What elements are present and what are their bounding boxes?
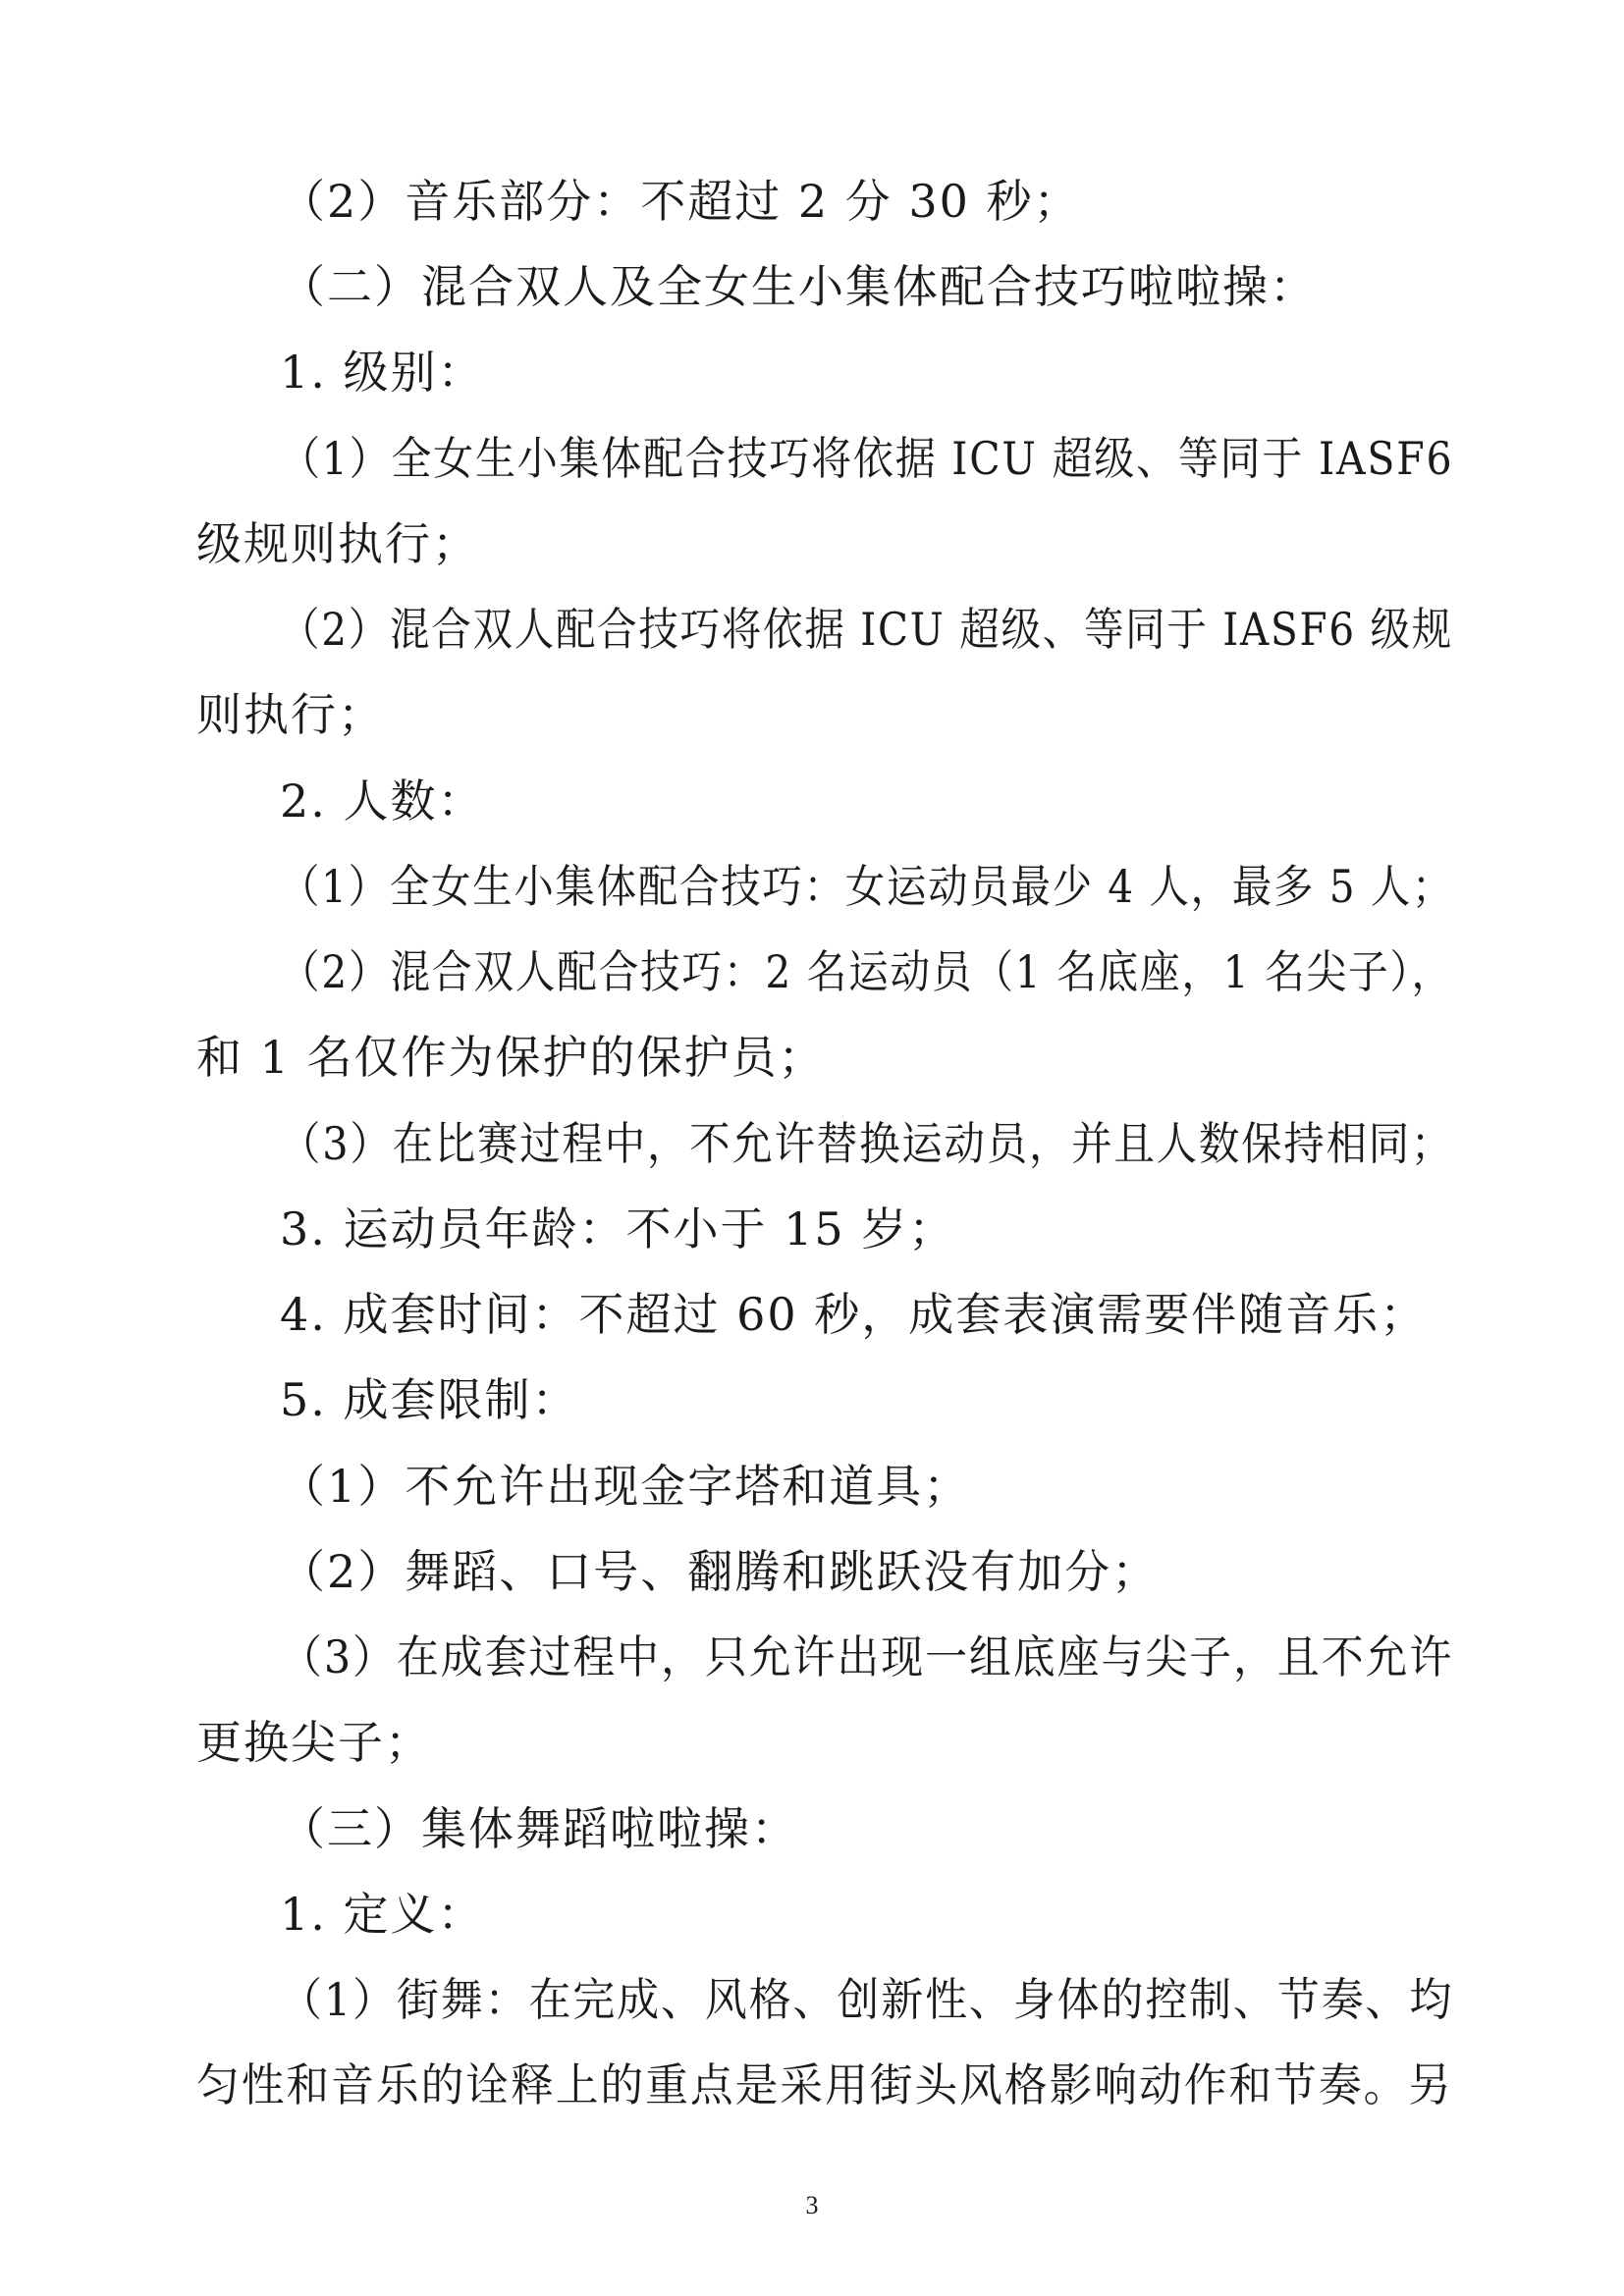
text-line: 更换尖子； xyxy=(196,1716,432,1769)
text-line: （2）混合双人配合技巧将依据 ICU 超级、等同于 IASF6 级规 xyxy=(280,603,1453,656)
text-line: 则执行； xyxy=(196,688,385,741)
section-heading: （三）集体舞蹈啦啦操： xyxy=(280,1802,798,1855)
text-line: 1. 级别： xyxy=(280,346,485,399)
text-line: （2）音乐部分：不超过 2 分 30 秒； xyxy=(280,175,1081,228)
text-line: 4. 成套时间：不超过 60 秒，成套表演需要伴随音乐； xyxy=(280,1288,1428,1341)
text-line: （3）在比赛过程中，不允许替换运动员，并且人数保持相同； xyxy=(280,1117,1454,1170)
text-line: （1）全女生小集体配合技巧：女运动员最少 4 人，最多 5 人； xyxy=(280,860,1454,913)
section-heading: （二）混合双人及全女生小集体配合技巧啦啦操： xyxy=(280,260,1317,313)
text-line: 和 1 名仅作为保护的保护员； xyxy=(196,1031,826,1084)
text-line: （3）在成套过程中，只允许出现一组底座与尖子，且不允许 xyxy=(280,1630,1454,1683)
text-line: （1）街舞：在完成、风格、创新性、身体的控制、节奏、均 xyxy=(280,1973,1454,2026)
text-line: （1）不允许出现金字塔和道具； xyxy=(280,1460,971,1513)
text-line: 1. 定义： xyxy=(280,1888,485,1941)
text-line: 2. 人数： xyxy=(280,774,485,828)
page-number: 3 xyxy=(805,2191,819,2219)
text-line: （2）混合双人配合技巧：2 名运动员（1 名底座，1 名尖子）， xyxy=(280,945,1453,998)
text-line: （1）全女生小集体配合技巧将依据 ICU 超级、等同于 IASF6 xyxy=(280,432,1454,485)
text-line: 5. 成套限制： xyxy=(280,1373,579,1426)
text-line: （2）舞蹈、口号、翻腾和跳跃没有加分； xyxy=(280,1545,1160,1598)
text-line: 级规则执行； xyxy=(196,517,479,570)
text-line: 3. 运动员年龄：不小于 15 岁； xyxy=(280,1202,956,1255)
text-line: 匀性和音乐的诠释上的重点是采用街头风格影响动作和节奏。另 xyxy=(196,2058,1453,2111)
